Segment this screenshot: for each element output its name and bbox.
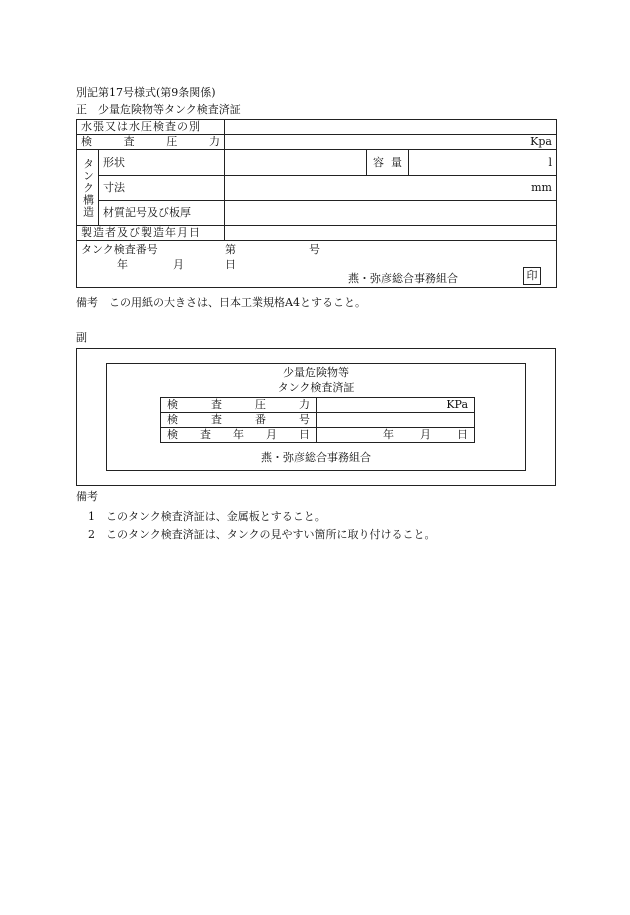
row-inspection-pressure: [77, 135, 557, 150]
fuku-label-date: [161, 428, 317, 443]
pressure-unit: Kpa: [225, 135, 557, 150]
fuku-row-pressure: [161, 398, 475, 413]
label-char: 検: [167, 398, 178, 411]
label-inspection-number: タンク検査番号: [81, 243, 158, 256]
sei-title: 正 少量危険物等タンク検査済証: [76, 103, 241, 116]
label-char: 力: [299, 398, 310, 411]
label-material: 材質記号及び板厚: [99, 201, 225, 226]
label-inspection-pressure: [77, 135, 225, 150]
row-dimension: [77, 176, 557, 201]
day-char: 日: [225, 258, 236, 271]
row-water-pressure: [77, 120, 557, 135]
fuku-label-pressure: [161, 398, 317, 413]
label-dimension: 寸法: [99, 176, 225, 201]
fuku-value-number: [317, 413, 475, 428]
dimension-unit: mm: [225, 176, 557, 201]
label-char: 量: [391, 155, 402, 169]
label-char: 容: [373, 155, 384, 169]
fuku-pressure-unit: KPa: [317, 398, 475, 413]
capacity-unit: l: [409, 150, 557, 176]
dai-char: 第: [225, 243, 236, 256]
row-shape: [77, 150, 557, 176]
year-char: 年: [117, 258, 128, 271]
inspection-number-cell: [77, 241, 557, 288]
label-char: 年: [233, 428, 244, 441]
label-char: 月: [266, 428, 277, 441]
fuku-office: 燕・弥彦総合事務組合: [261, 451, 371, 464]
row-inspection-number: [77, 241, 557, 288]
form-number: 別記第17号様式(第9条関係): [76, 86, 216, 99]
fuku-table: [160, 397, 475, 443]
label-char: 査: [211, 398, 222, 411]
date-char: 日: [457, 428, 468, 441]
label-char: 圧: [255, 398, 266, 411]
fuku-row-date: [161, 428, 475, 443]
label-char: 力: [208, 135, 220, 148]
gou-char: 号: [309, 243, 320, 256]
seal-box: 印: [523, 267, 541, 285]
month-char: 月: [173, 258, 184, 271]
note-item-2: 2 このタンク検査済証は、タンクの見やすい箇所に取り付けること。: [88, 528, 436, 541]
label-shape: 形状: [99, 150, 225, 176]
fuku-value-date: [317, 428, 475, 443]
tank-structure-label: タンク構造: [77, 150, 99, 226]
label-char: 日: [299, 428, 310, 441]
label-char: 号: [299, 413, 310, 426]
label-char: 査: [123, 135, 135, 148]
date-char: 年: [383, 428, 394, 441]
note-paper-size: 備考 この用紙の大きさは、日本工業規格A4とすること。: [76, 296, 366, 309]
label-char: 検: [167, 428, 178, 441]
label-water-pressure: 水張又は水圧検査の別: [77, 120, 225, 135]
value-shape: [225, 150, 367, 176]
label-char: 検: [81, 135, 92, 148]
notes-title: 備考: [76, 490, 98, 503]
label-char: 番: [255, 413, 266, 426]
note-item-1: 1 このタンク検査済証は、金属板とすること。: [88, 510, 326, 523]
value-material: [225, 201, 557, 226]
fuku-row-number: [161, 413, 475, 428]
label-capacity: [367, 150, 409, 176]
date-char: 月: [420, 428, 431, 441]
fuku-title-1: 少量危険物等: [283, 366, 349, 379]
row-material: [77, 201, 557, 226]
label-char: 圧: [166, 135, 178, 148]
value-maker: [225, 226, 557, 241]
fuku-label-number: [161, 413, 317, 428]
label-char: 検: [167, 413, 178, 426]
fuku-label: 副: [76, 331, 87, 344]
fuku-outer-frame: [76, 348, 556, 486]
inspection-form-table: [76, 119, 557, 288]
label-char: 査: [200, 428, 211, 441]
fuku-plate: [106, 363, 526, 471]
label-maker: 製造者及び製造年月日: [77, 226, 225, 241]
fuku-title-2: タンク検査済証: [277, 381, 355, 394]
value-water-pressure: [225, 120, 557, 135]
office-name: 燕・弥彦総合事務組合: [348, 272, 458, 285]
row-maker: [77, 226, 557, 241]
label-char: 査: [211, 413, 222, 426]
